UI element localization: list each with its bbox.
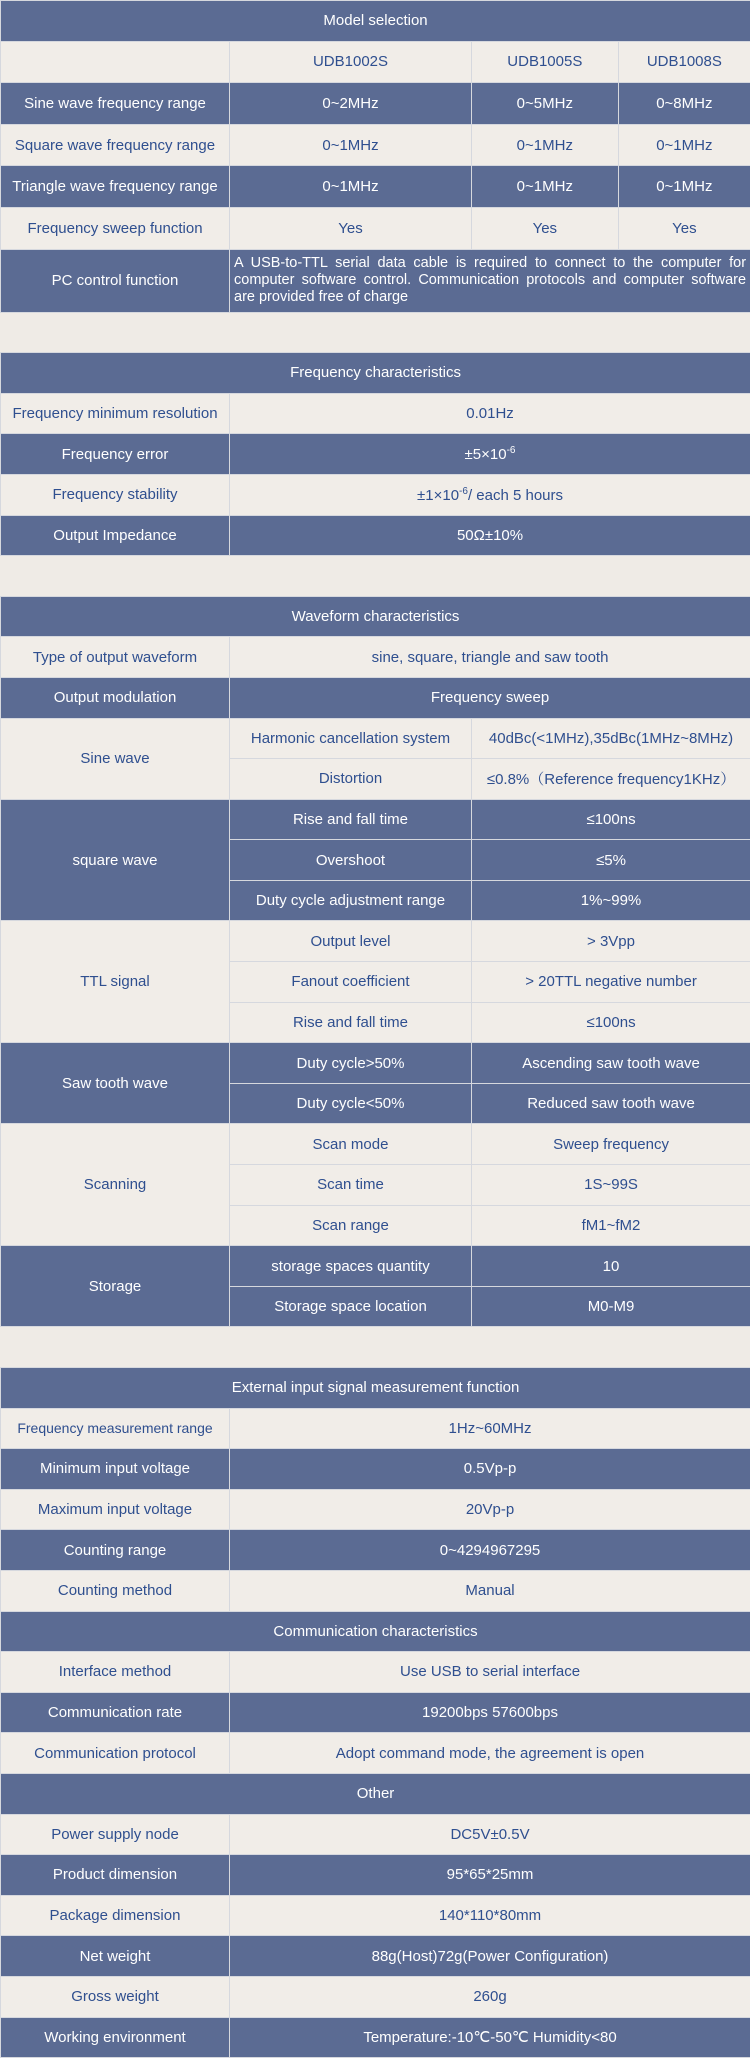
row-value: Manual [230, 1570, 750, 1611]
row-value: 0~1MHz [618, 125, 750, 166]
group-label: Storage [1, 1246, 230, 1327]
group-label: square wave [1, 799, 230, 921]
param-name: Duty cycle adjustment range [230, 880, 472, 921]
row-label: Product dimension [1, 1855, 230, 1896]
row-value: Use USB to serial interface [230, 1652, 750, 1693]
param-name: Scan time [230, 1165, 472, 1206]
section-title-waveform: Waveform characteristics [1, 596, 750, 637]
section-title-frequency: Frequency characteristics [1, 353, 750, 394]
model-header: UDB1008S [618, 42, 750, 83]
group-label: TTL signal [1, 921, 230, 1043]
row-value: Yes [230, 207, 472, 249]
row-label: Counting range [1, 1530, 230, 1571]
param-name: Duty cycle>50% [230, 1043, 472, 1084]
param-value: Ascending saw tooth wave [472, 1043, 750, 1084]
row-value: $\pm 5\times 10^{-6}$ [230, 434, 750, 475]
row-value: 19200bps 57600bps [230, 1692, 750, 1733]
row-label: Minimum input voltage [1, 1449, 230, 1490]
param-name: Distortion [230, 759, 472, 800]
model-header: UDB1002S [230, 41, 472, 83]
row-label: Gross weight [1, 1976, 230, 2017]
row-value: 88g(Host)72g(Power Configuration) [230, 1936, 750, 1977]
row-value: 50Ω±10% [230, 515, 750, 556]
row-label: Frequency stability [1, 474, 230, 515]
param-value: 10 [472, 1246, 750, 1287]
param-value: Sweep frequency [472, 1124, 750, 1165]
row-value: 0.5Vp-p [230, 1449, 750, 1490]
row-label: Frequency minimum resolution [1, 393, 230, 434]
row-value: 0~1MHz [618, 166, 750, 207]
row-label: Interface method [1, 1652, 230, 1693]
param-name: storage spaces quantity [230, 1246, 472, 1287]
section-title-other: Other [1, 1773, 750, 1814]
row-label: Communication protocol [1, 1733, 230, 1774]
param-value: M0-M9 [472, 1286, 750, 1327]
param-name: Fanout coefficient [230, 962, 472, 1003]
param-name: Duty cycle<50% [230, 1083, 472, 1124]
row-value: 95*65*25mm [230, 1855, 750, 1896]
row-label: Frequency measurement range [1, 1408, 230, 1449]
param-name: Rise and fall time [230, 1002, 472, 1043]
param-value: 1%~99% [472, 880, 750, 921]
param-value: ≤100ns [472, 799, 750, 840]
row-label: Net weight [1, 1936, 230, 1977]
row-value: 0~2MHz [230, 83, 472, 125]
param-name: Scan mode [230, 1124, 472, 1165]
row-label: Power supply node [1, 1814, 230, 1855]
row-value: 0~1MHz [472, 125, 618, 166]
group-label: Saw tooth wave [1, 1043, 230, 1124]
row-value: 0~1MHz [230, 166, 472, 208]
row-value: 1Hz~60MHz [230, 1408, 750, 1449]
row-label: Package dimension [1, 1895, 230, 1936]
param-value: > 3Vpp [472, 921, 750, 962]
row-value: 0~4294967295 [230, 1530, 750, 1571]
row-label: Communication rate [1, 1692, 230, 1733]
row-value: 0~8MHz [618, 83, 750, 124]
param-value: ≤5% [472, 840, 750, 881]
section-title-communication: Communication characteristics [1, 1611, 750, 1652]
row-value: 0.01Hz [230, 393, 750, 434]
empty-cell [1, 41, 230, 83]
section-title-model-selection: Model selection [1, 1, 750, 42]
row-value: A USB-to-TTL serial data cable is required to connect to the computer for computer software control. Communication protocols and computer software are provided free of charge [230, 249, 750, 312]
param-value: ≤100ns [472, 1002, 750, 1043]
row-label: Frequency error [1, 434, 230, 475]
row-label: Frequency sweep function [1, 207, 230, 249]
row-value: 0~1MHz [472, 166, 618, 207]
model-header: UDB1005S [472, 42, 618, 83]
row-label: Square wave frequency range [1, 124, 230, 166]
param-value: ≤0.8%（Reference frequency1KHz） [472, 759, 750, 800]
param-value: > 20TTL negative number [472, 962, 750, 1003]
param-name: Rise and fall time [230, 799, 472, 840]
row-value: DC5V±0.5V [230, 1814, 750, 1855]
param-value: Reduced saw tooth wave [472, 1083, 750, 1124]
row-value: 260g [230, 1976, 750, 2017]
row-value: $\pm 1\times 10^{-6}/$ each 5 hours [230, 474, 750, 515]
row-label: Maximum input voltage [1, 1489, 230, 1530]
row-value: Adopt command mode, the agreement is open [230, 1733, 750, 1774]
param-name: Harmonic cancellation system [230, 718, 472, 759]
row-value: 0~5MHz [472, 83, 618, 124]
row-value: sine, square, triangle and saw tooth [230, 637, 750, 678]
row-value: 20Vp-p [230, 1489, 750, 1530]
row-label: Counting method [1, 1570, 230, 1611]
row-label: Sine wave frequency range [1, 83, 230, 125]
param-name: Output level [230, 921, 472, 962]
row-label: Output Impedance [1, 515, 230, 556]
row-label: PC control function [1, 249, 230, 312]
row-value: Yes [472, 208, 618, 249]
row-value: 0~1MHz [230, 124, 472, 166]
param-value: 40dBc(<1MHz),35dBc(1MHz~8MHz) [472, 718, 750, 759]
group-label: Sine wave [1, 718, 230, 799]
param-value: fM1~fM2 [472, 1205, 750, 1246]
row-value: Temperature:-10℃-50℃ Humidity<80 [230, 2017, 750, 2058]
param-value: 1S~99S [472, 1165, 750, 1206]
row-value: Yes [618, 208, 750, 249]
row-label: Type of output waveform [1, 637, 230, 678]
section-title-external-measurement: External input signal measurement function [1, 1368, 750, 1409]
param-name: Overshoot [230, 840, 472, 881]
param-name: Scan range [230, 1205, 472, 1246]
row-label: Working environment [1, 2017, 230, 2058]
row-value: Frequency sweep [230, 677, 750, 718]
group-label: Scanning [1, 1124, 230, 1246]
row-label: Triangle wave frequency range [1, 166, 230, 208]
row-value: 140*110*80mm [230, 1895, 750, 1936]
row-label: Output modulation [1, 677, 230, 718]
param-name: Storage space location [230, 1286, 472, 1327]
